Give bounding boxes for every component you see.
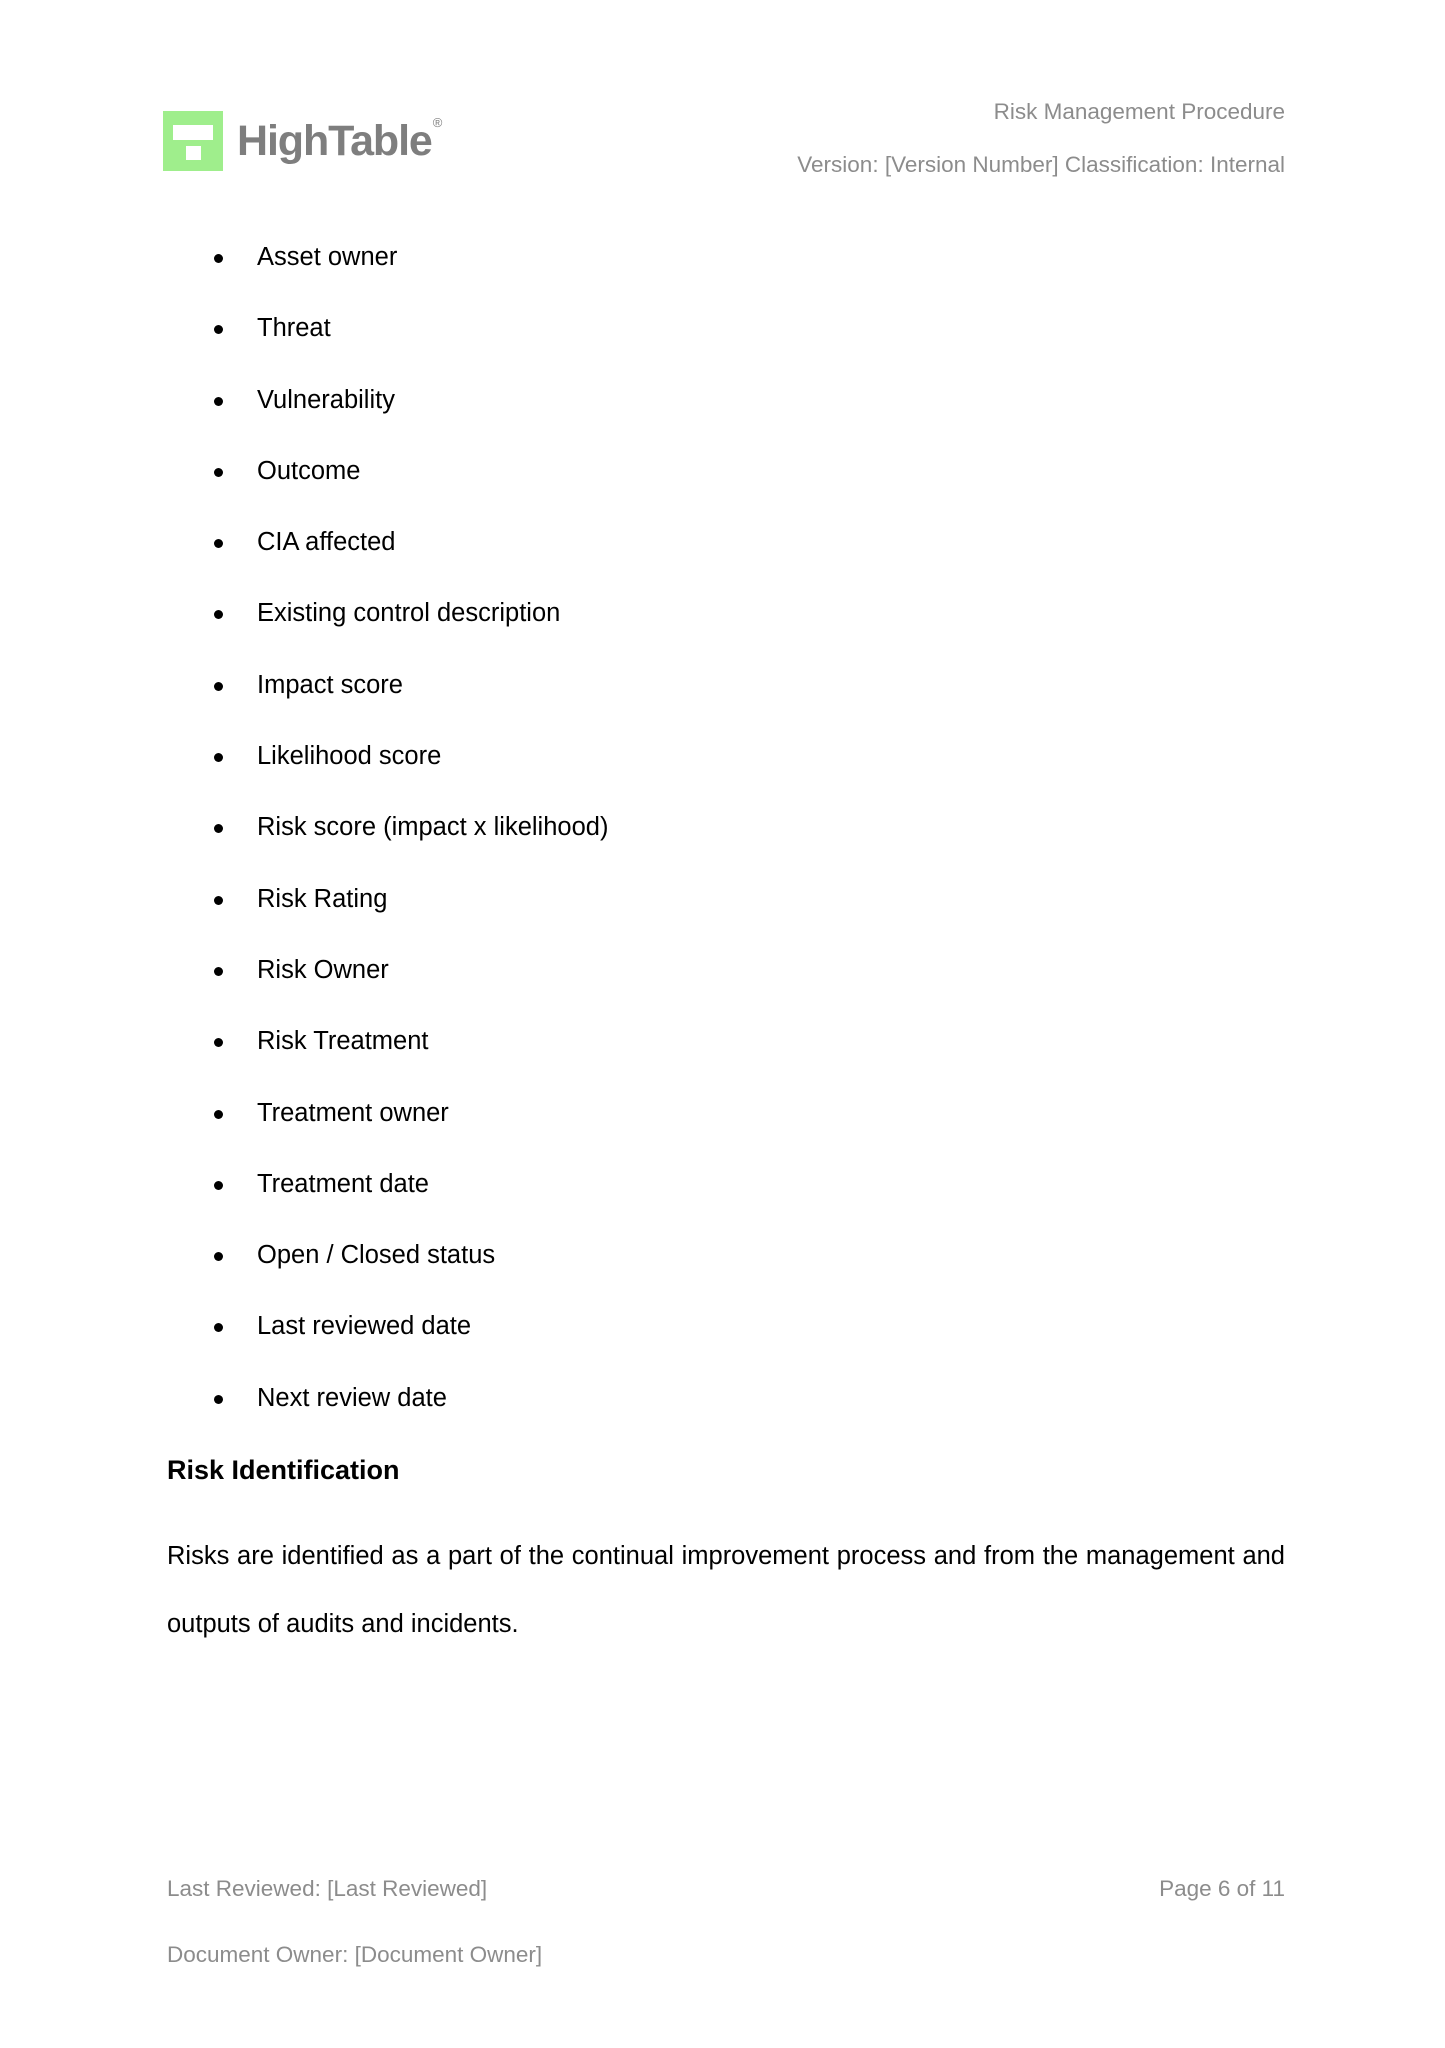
hightable-mark-icon	[163, 111, 223, 171]
bullet-icon	[214, 397, 223, 406]
list-item-label: CIA affected	[257, 528, 396, 557]
bullet-icon	[214, 967, 223, 976]
list-item	[167, 1169, 1285, 1198]
bullet-icon	[214, 1395, 223, 1404]
list-item	[167, 245, 1285, 271]
list-item-label: Next review date	[257, 1383, 447, 1412]
bullet-icon	[214, 610, 223, 619]
list-item	[167, 530, 1285, 556]
section-paragraph: Risks are identified as a part of the continual improvement process and from the management and outputs of audits and incidents.	[167, 1542, 1285, 1639]
list-item	[167, 1243, 1285, 1269]
list-item	[167, 1314, 1285, 1340]
page-header	[0, 0, 1445, 200]
footer-document-owner: Document Owner: [Document Owner]	[167, 1941, 543, 1967]
section-heading-risk-identification: Risk Identification	[167, 1455, 400, 1486]
bullet-icon	[214, 325, 223, 334]
list-item	[167, 1383, 1285, 1412]
bullet-icon	[214, 824, 223, 833]
list-item	[167, 1098, 1285, 1127]
list-item-label: Likelihood score	[257, 742, 442, 771]
bullet-icon	[214, 468, 223, 477]
list-item-label: Threat	[257, 314, 331, 343]
list-item	[167, 670, 1285, 699]
brand-wordmark	[237, 115, 443, 165]
list-item	[167, 316, 1285, 342]
list-item-label: Treatment owner	[257, 1098, 449, 1127]
document-version-classification: Version: [Version Number] Classification: Internal	[797, 151, 1285, 177]
list-item-label: Outcome	[257, 456, 361, 485]
footer-row-primary	[167, 1878, 1285, 1901]
list-item	[167, 456, 1285, 485]
bullet-icon	[214, 896, 223, 905]
bullet-icon	[214, 1110, 223, 1119]
footer-row-secondary	[167, 1941, 1285, 1967]
list-item-label: Asset owner	[257, 243, 398, 271]
logo-bar-shape	[173, 125, 213, 140]
footer-page-number: Page 6 of 11	[1159, 1876, 1285, 1901]
document-title: Risk Management Procedure	[993, 99, 1285, 124]
list-item	[167, 1029, 1285, 1055]
bullet-icon	[214, 1038, 223, 1047]
list-item	[167, 601, 1285, 627]
bullet-icon	[214, 254, 223, 263]
list-item	[167, 385, 1285, 414]
list-item-label: Risk Owner	[257, 955, 389, 984]
bullet-icon	[214, 1252, 223, 1261]
list-item	[167, 955, 1285, 984]
hightable-logo	[163, 111, 441, 171]
bullet-icon	[214, 539, 223, 548]
list-item-label: Open / Closed status	[257, 1241, 496, 1270]
bullet-icon	[214, 1181, 223, 1190]
list-item	[167, 744, 1285, 770]
footer-last-reviewed: Last Reviewed: [Last Reviewed]	[167, 1876, 488, 1901]
logo-stub-shape	[186, 146, 201, 160]
list-item-label: Risk Rating	[257, 884, 388, 913]
list-item-label: Risk Treatment	[257, 1027, 429, 1056]
brand-name-text: HighTable	[237, 116, 432, 165]
list-item-label: Treatment date	[257, 1169, 429, 1198]
list-item-label: Existing control description	[257, 599, 561, 628]
page-content	[167, 245, 1285, 1658]
list-item	[167, 815, 1285, 841]
list-item-label: Vulnerability	[257, 385, 395, 414]
list-item-label: Impact score	[257, 670, 403, 699]
header-meta	[797, 100, 1285, 178]
bullet-icon	[214, 753, 223, 762]
bullet-icon	[214, 682, 223, 691]
bullet-icon	[214, 1323, 223, 1332]
list-item-label: Last reviewed date	[257, 1312, 472, 1341]
registered-trademark-icon: ®	[432, 115, 443, 131]
list-item-label: Risk score (impact x likelihood)	[257, 813, 609, 842]
list-item	[167, 884, 1285, 913]
page-footer	[167, 1878, 1285, 1966]
risk-register-field-list	[167, 245, 1285, 1411]
